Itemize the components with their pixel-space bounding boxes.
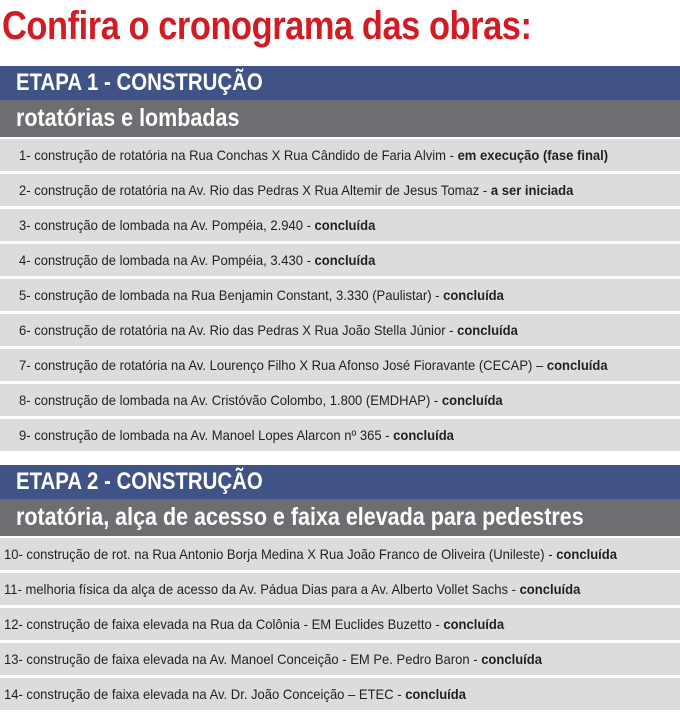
list-item [0, 538, 680, 570]
page-title: Confira o cronograma das obras: [2, 4, 532, 48]
stage-2-subheader-label: rotatória, alça de acesso e faixa elevada para pedestres [16, 503, 584, 531]
item-status: concluída [481, 651, 542, 667]
item-text: 9- construção de lombada na Av. Manoel Lopes Alarcon nº 365 - [19, 427, 394, 443]
stage-2-section [0, 465, 680, 710]
list-item [0, 419, 680, 451]
item-status: concluída [546, 357, 608, 373]
item-text: 12- construção de faixa elevada na Rua da Colônia - EM Euclides Buzetto - [4, 616, 444, 632]
item-text: 8- construção de lombada na Av. Cristóvão Colombo, 1.800 (EMDHAP) - [19, 392, 442, 408]
stage-1-section [0, 66, 680, 451]
list-item [0, 174, 680, 206]
list-item [0, 209, 680, 241]
list-item [0, 573, 680, 605]
item-status: em execução (fase final) [457, 147, 609, 163]
item-status: concluída [443, 616, 505, 632]
item-text: 2- construção de rotatória na Av. Rio das Pedras X Rua Altemir de Jesus Tomaz - [19, 182, 491, 198]
item-status: concluída [443, 287, 504, 303]
stage-2-header [0, 465, 680, 499]
list-item [0, 349, 680, 381]
item-text: 10- construção de rot. na Rua Antonio Borja Medina X Rua João Franco de Oliveira (Unileste) - [4, 546, 557, 562]
item-text: 11- melhoria física da alça de acesso da Av. Pádua Dias para a Av. Alberto Vollet Sachs - [4, 581, 520, 597]
item-status: a ser iniciada [490, 182, 574, 198]
item-text: 5- construção de lombada na Rua Benjamin Constant, 3.330 (Paulistar) - [19, 287, 444, 303]
list-item [0, 244, 680, 276]
item-status: concluída [556, 546, 617, 562]
list-item [0, 643, 680, 675]
item-text: 1- construção de rotatória na Rua Conchas X Rua Cândido de Faria Alvim - [19, 147, 458, 163]
stage-1-subheader [0, 100, 680, 137]
item-status: concluída [405, 686, 466, 702]
item-status: concluída [457, 322, 518, 338]
stage-2-subheader [0, 499, 680, 536]
list-item [0, 139, 680, 171]
stage-1-subheader-label: rotatórias e lombadas [16, 104, 240, 132]
item-status: concluída [314, 217, 376, 233]
item-status: concluída [314, 252, 376, 268]
stage-2-header-label: ETAPA 2 - CONSTRUÇÃO [16, 468, 263, 495]
list-item [0, 608, 680, 640]
stage-1-header [0, 66, 680, 100]
list-item [0, 314, 680, 346]
item-status: concluída [393, 427, 454, 443]
item-text: 13- construção de faixa elevada na Av. Manoel Conceição - EM Pe. Pedro Baron - [4, 651, 482, 667]
list-item [0, 384, 680, 416]
list-item [0, 678, 680, 710]
list-item [0, 279, 680, 311]
item-text: 7- construção de rotatória na Av. Lourenço Filho X Rua Afonso José Fioravante (CECAP) – [19, 357, 547, 373]
item-text: 6- construção de rotatória na Av. Rio das Pedras X Rua João Stella Júnior - [19, 322, 458, 338]
item-status: concluída [441, 392, 503, 408]
item-status: concluída [519, 581, 581, 597]
stage-1-header-label: ETAPA 1 - CONSTRUÇÃO [16, 69, 263, 96]
item-text: 4- construção de lombada na Av. Pompéia, 3.430 - [19, 252, 315, 268]
item-text: 3- construção de lombada na Av. Pompéia, 2.940 - [19, 217, 315, 233]
item-text: 14- construção de faixa elevada na Av. Dr. João Conceição – ETEC - [4, 686, 406, 702]
